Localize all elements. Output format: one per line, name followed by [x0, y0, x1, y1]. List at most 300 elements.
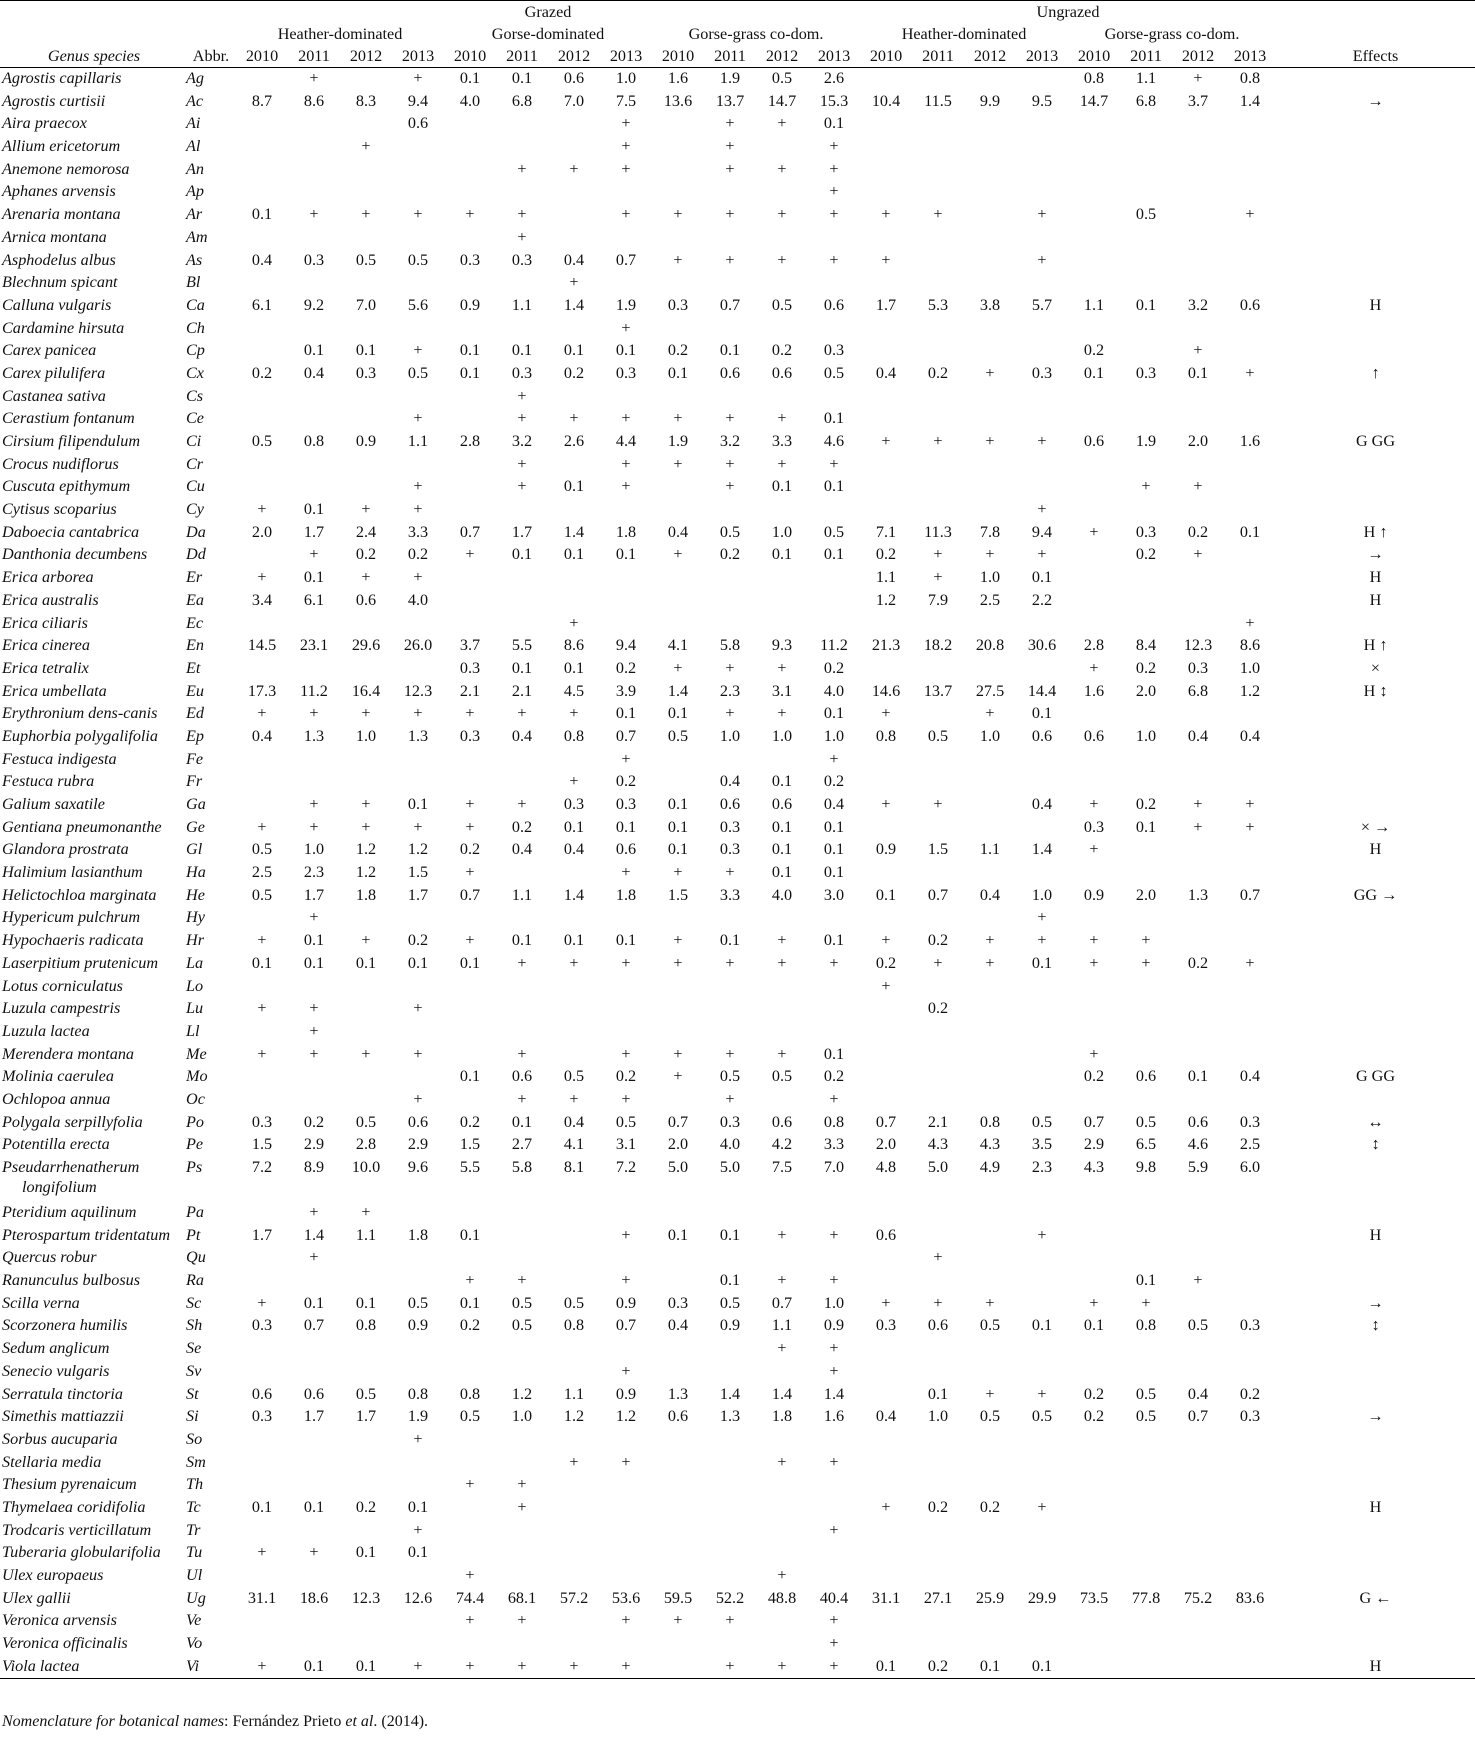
cover-value: 4.6	[1187, 1135, 1209, 1154]
cover-value	[704, 499, 756, 522]
cover-value	[548, 1247, 600, 1270]
cover-value	[444, 998, 496, 1021]
cover-value	[236, 1633, 288, 1656]
cover-value	[860, 227, 912, 250]
cover-value	[1120, 1247, 1172, 1270]
cover-value: +	[413, 1089, 423, 1108]
species-abbr: Ll	[186, 1021, 200, 1040]
year-header: 2013	[1233, 46, 1267, 65]
year-header: 2010	[661, 46, 695, 65]
species-name: Aphanes arvensis	[2, 182, 116, 201]
cover-value	[1016, 1066, 1068, 1089]
cover-value	[860, 998, 912, 1021]
cover-value: 3.0	[823, 885, 845, 904]
cover-value	[1224, 590, 1276, 613]
cover-value: 0.3	[875, 1316, 897, 1335]
cover-value: +	[309, 817, 319, 836]
cover-value	[1120, 839, 1172, 862]
cover-value	[1172, 227, 1224, 250]
cover-value	[548, 499, 600, 522]
cover-value	[1172, 862, 1224, 885]
cover-value	[496, 1202, 548, 1225]
cover-value	[340, 1270, 392, 1293]
cover-value: +	[309, 1543, 319, 1562]
cover-value	[548, 1542, 600, 1565]
species-abbr: Da	[186, 522, 206, 541]
species-name: Simethis mattiazzii	[2, 1407, 124, 1426]
cover-value	[1172, 590, 1224, 613]
cover-value: 0.4	[1187, 726, 1209, 745]
cover-value: 0.6	[771, 1112, 793, 1131]
cover-value	[340, 476, 392, 499]
cover-value	[1224, 386, 1276, 409]
cover-value: 1.1	[875, 568, 897, 587]
cover-value	[1016, 658, 1068, 681]
cover-value	[1068, 1202, 1120, 1225]
cover-value	[964, 1520, 1016, 1543]
cover-value: 2.5	[251, 863, 273, 882]
cover-value: 1.7	[251, 1225, 273, 1244]
cover-value	[912, 1202, 964, 1225]
cover-value: +	[413, 205, 423, 224]
cover-value: 0.4	[251, 726, 273, 745]
cover-value: +	[673, 658, 683, 677]
cover-value	[1172, 250, 1224, 273]
cover-value: 0.5	[1187, 1316, 1209, 1335]
cover-value	[444, 318, 496, 341]
species-name: Blechnum spicant	[2, 273, 118, 292]
cover-value	[704, 1429, 756, 1452]
cover-value: 2.6	[823, 69, 845, 87]
cover-value: +	[725, 137, 735, 156]
cover-value: +	[985, 545, 995, 564]
cover-value: +	[361, 137, 371, 156]
cover-value	[340, 1633, 392, 1656]
cover-value	[1016, 1565, 1068, 1588]
cover-value	[340, 1361, 392, 1384]
cover-value	[1224, 998, 1276, 1021]
cover-value: +	[569, 613, 579, 632]
cover-value	[288, 1452, 340, 1475]
cover-value: 7.0	[823, 1158, 845, 1176]
species-abbr: Ca	[186, 295, 205, 314]
cover-value: 0.1	[823, 477, 845, 496]
cover-value	[912, 703, 964, 726]
cover-value: +	[985, 931, 995, 950]
cover-value	[912, 1089, 964, 1112]
cover-value	[548, 998, 600, 1021]
cover-value	[1016, 817, 1068, 840]
effects-value	[1276, 476, 1475, 499]
table-row	[0, 1384, 1475, 1407]
cover-value: +	[257, 1293, 267, 1312]
cover-value	[1068, 703, 1120, 726]
cover-value: 1.1	[979, 840, 1001, 859]
cover-value	[1120, 1225, 1172, 1248]
cover-value	[912, 1452, 964, 1475]
cover-value: 0.3	[511, 250, 533, 269]
species-abbr: Ge	[186, 817, 205, 836]
cover-value: 40.4	[819, 1588, 849, 1607]
cover-value	[1172, 159, 1224, 182]
cover-value	[392, 1247, 444, 1270]
cover-value	[860, 1610, 912, 1633]
cover-value	[288, 658, 340, 681]
species-abbr: An	[186, 159, 204, 178]
cover-value: 0.1	[563, 477, 585, 496]
cover-value	[652, 1429, 704, 1452]
cover-value	[860, 408, 912, 431]
cover-value: 1.4	[303, 1225, 325, 1244]
cover-value: +	[569, 1656, 579, 1675]
cover-value	[600, 1565, 652, 1588]
cover-value	[1224, 1225, 1276, 1248]
cover-value: +	[725, 1089, 735, 1108]
cover-value: +	[621, 159, 631, 178]
cover-value: 0.3	[1239, 1112, 1261, 1131]
cover-value	[496, 1338, 548, 1361]
cover-value: 0.2	[511, 817, 533, 836]
cover-value	[340, 159, 392, 182]
cover-value	[756, 1202, 808, 1225]
cover-value	[912, 1361, 964, 1384]
cover-value: +	[881, 976, 891, 995]
cover-value	[288, 318, 340, 341]
cover-value: 0.1	[303, 1293, 325, 1312]
cover-value: 29.6	[351, 636, 381, 655]
cover-value: 0.1	[1135, 295, 1157, 314]
effects-value	[1276, 1157, 1475, 1202]
cover-value: 0.5	[563, 1067, 585, 1086]
cover-value	[808, 907, 860, 930]
species-name: Potentilla erecta	[2, 1135, 110, 1154]
cover-value	[1224, 136, 1276, 159]
cover-value	[288, 454, 340, 477]
species-name: Cerastium fontanum	[2, 409, 135, 428]
cover-value	[548, 590, 600, 613]
species-abbr: Lo	[186, 976, 204, 995]
cover-value	[496, 1247, 548, 1270]
cover-value	[860, 272, 912, 295]
cover-value	[340, 1452, 392, 1475]
species-abbr: Fe	[186, 749, 204, 768]
cover-value	[340, 454, 392, 477]
cover-value	[1120, 1202, 1172, 1225]
table-row	[0, 91, 1475, 114]
cover-value	[340, 1089, 392, 1112]
cover-value	[964, 1474, 1016, 1497]
cover-value	[1068, 159, 1120, 182]
cover-value: 0.1	[771, 477, 793, 496]
effects-value: H ↑	[1363, 522, 1388, 541]
cover-value: 0.9	[615, 1384, 637, 1403]
cover-value: +	[725, 409, 735, 428]
cover-value: +	[361, 817, 371, 836]
cover-value	[964, 1202, 1016, 1225]
col-species-header: Genus species	[47, 46, 141, 65]
cover-value	[288, 771, 340, 794]
cover-value: +	[257, 500, 267, 519]
cover-value	[860, 1542, 912, 1565]
cover-value	[964, 1225, 1016, 1248]
effects-value	[1276, 1542, 1475, 1565]
species-name: Carex panicea	[2, 341, 97, 360]
cover-value	[1172, 567, 1224, 590]
cover-value: 0.3	[355, 363, 377, 382]
cover-value: 1.3	[667, 1384, 689, 1403]
table-row	[0, 1315, 1475, 1338]
cover-value: +	[777, 1271, 787, 1290]
cover-value: 4.0	[719, 1135, 741, 1154]
cover-value	[392, 613, 444, 636]
cover-value	[340, 976, 392, 999]
cover-value: 5.6	[407, 295, 429, 314]
effects-value	[1276, 1384, 1475, 1407]
cover-value: 0.1	[771, 545, 793, 564]
cover-value	[236, 1089, 288, 1112]
cover-value	[704, 386, 756, 409]
cover-value: 0.1	[771, 840, 793, 859]
cover-value	[1172, 1202, 1224, 1225]
cover-value	[236, 340, 288, 363]
cover-value	[704, 227, 756, 250]
cover-value	[964, 181, 1016, 204]
species-abbr: Qu	[186, 1248, 206, 1267]
cover-value	[392, 1338, 444, 1361]
cover-value: 14.5	[247, 636, 277, 655]
cover-value	[912, 907, 964, 930]
cover-value: +	[1037, 931, 1047, 950]
cover-value	[1224, 976, 1276, 999]
cover-value	[1120, 386, 1172, 409]
cover-value: +	[569, 772, 579, 791]
species-abbr: Me	[186, 1044, 207, 1063]
cover-value: 1.5	[459, 1135, 481, 1154]
table-row	[0, 1452, 1475, 1475]
species-abbr: Tc	[186, 1497, 201, 1516]
year-header: 2011	[506, 46, 538, 65]
cover-value	[236, 181, 288, 204]
cover-value: 4.0	[407, 590, 429, 609]
cover-value	[1120, 749, 1172, 772]
species-name: Cirsium filipendulum	[2, 432, 141, 450]
cover-value: +	[413, 568, 423, 587]
cover-value: 8.6	[303, 91, 325, 110]
cover-value: 0.2	[823, 658, 845, 677]
cover-value	[548, 1202, 600, 1225]
cover-value: 0.1	[667, 840, 689, 859]
cover-value	[288, 1089, 340, 1112]
cover-value	[392, 159, 444, 182]
cover-value	[912, 113, 964, 136]
cover-value	[444, 136, 496, 159]
cover-value: 0.1	[459, 1293, 481, 1312]
table-row	[0, 1588, 1475, 1611]
cover-value	[964, 794, 1016, 817]
cover-value	[236, 454, 288, 477]
cover-value: 0.4	[1239, 1067, 1261, 1086]
cover-value	[1224, 1520, 1276, 1543]
cover-value: +	[413, 409, 423, 428]
cover-value: 2.5	[1239, 1135, 1261, 1154]
cover-value: 1.0	[615, 69, 637, 87]
cover-value	[652, 1542, 704, 1565]
cover-value: 1.9	[667, 432, 689, 450]
cover-value: 0.1	[511, 69, 533, 87]
cover-value: 1.0	[303, 840, 325, 859]
species-abbr: Am	[186, 227, 208, 246]
cover-value: +	[725, 250, 735, 269]
cover-value: 0.1	[823, 704, 845, 723]
effects-value	[1276, 907, 1475, 930]
year-header: 2012	[557, 46, 591, 65]
cover-value: +	[517, 409, 527, 428]
cover-value: 0.1	[251, 205, 273, 224]
cover-value: 0.1	[459, 341, 481, 360]
cover-value	[600, 1474, 652, 1497]
cover-value: +	[465, 545, 475, 564]
cover-value	[1068, 862, 1120, 885]
cover-value: 1.8	[615, 522, 637, 541]
effects-value	[1276, 113, 1475, 136]
cover-value	[704, 1542, 756, 1565]
cover-value	[1016, 771, 1068, 794]
cover-value: +	[777, 1339, 787, 1358]
cover-value	[964, 817, 1016, 840]
cover-value: 2.0	[875, 1135, 897, 1154]
cover-value	[1224, 1610, 1276, 1633]
cover-value: 0.2	[1083, 1384, 1105, 1403]
effects-value	[1276, 204, 1475, 227]
cover-value	[860, 1202, 912, 1225]
cover-value: +	[621, 1271, 631, 1290]
species-abbr: Tu	[186, 1543, 203, 1562]
cover-value: 1.0	[1135, 726, 1157, 745]
species-name: Veronica arvensis	[2, 1611, 117, 1630]
cover-value	[340, 181, 392, 204]
cover-value: 1.2	[615, 1407, 637, 1426]
cover-value: 0.3	[1135, 363, 1157, 382]
cover-value	[1172, 1089, 1224, 1112]
cover-value	[652, 1565, 704, 1588]
cover-value: 1.1	[355, 1225, 377, 1244]
cover-value: 0.2	[407, 931, 429, 950]
effects-value	[1276, 1633, 1475, 1656]
cover-value	[1224, 113, 1276, 136]
cover-value	[548, 1429, 600, 1452]
cover-value: 0.1	[303, 953, 325, 972]
cover-value: 13.7	[715, 91, 745, 110]
cover-value	[860, 1270, 912, 1293]
cover-value: +	[465, 795, 475, 813]
cover-value: 3.2	[1187, 295, 1209, 314]
cover-value: 0.7	[459, 885, 481, 904]
species-abbr: Ra	[186, 1271, 204, 1290]
cover-value	[964, 204, 1016, 227]
cover-value	[756, 318, 808, 341]
species-name: Sedum anglicum	[2, 1339, 110, 1358]
cover-value	[444, 907, 496, 930]
cover-value: 1.9	[1135, 432, 1157, 450]
cover-value: 0.1	[303, 931, 325, 950]
cover-value	[444, 408, 496, 431]
cover-value: 0.2	[1187, 953, 1209, 972]
cover-value: +	[777, 159, 787, 178]
year-header: 2013	[1025, 46, 1059, 65]
cover-value: 0.8	[355, 1316, 377, 1335]
cover-value	[964, 250, 1016, 273]
cover-value: +	[621, 1089, 631, 1108]
cover-value: +	[1245, 795, 1255, 813]
cover-value	[1224, 1474, 1276, 1497]
cover-value: 9.4	[1031, 522, 1053, 541]
cover-value	[444, 113, 496, 136]
cover-value: +	[569, 409, 579, 428]
table-row	[0, 318, 1475, 341]
cover-value: 0.2	[1135, 658, 1157, 677]
cover-value	[340, 771, 392, 794]
cover-value	[860, 181, 912, 204]
cover-value: +	[1089, 1293, 1099, 1312]
cover-value	[288, 976, 340, 999]
cover-value: 73.5	[1079, 1588, 1109, 1607]
cover-value	[600, 1520, 652, 1543]
cover-value	[496, 976, 548, 999]
species-name: Tuberaria globularifolia	[2, 1543, 161, 1562]
effects-value	[1276, 998, 1475, 1021]
cover-value: 1.4	[563, 522, 585, 541]
cover-value	[288, 1338, 340, 1361]
cover-value: 0.1	[1187, 1067, 1209, 1086]
cover-value	[1016, 408, 1068, 431]
cover-value: 0.1	[667, 1225, 689, 1244]
cover-value: 18.6	[299, 1588, 329, 1607]
cover-value	[912, 749, 964, 772]
species-abbr: Ul	[186, 1566, 203, 1584]
cover-value	[444, 159, 496, 182]
cover-value: +	[465, 1611, 475, 1630]
table-row	[0, 136, 1475, 159]
cover-value	[1068, 1633, 1120, 1656]
cover-value	[340, 1429, 392, 1452]
table-row	[0, 1406, 1475, 1429]
year-header: 2012	[765, 46, 799, 65]
cover-value: 14.4	[1027, 681, 1057, 700]
cover-value: 0.1	[823, 817, 845, 836]
cover-value: 2.9	[407, 1135, 429, 1154]
cover-value: +	[361, 568, 371, 587]
cover-value	[288, 1520, 340, 1543]
cover-value: 0.2	[1083, 1067, 1105, 1086]
cover-value	[496, 499, 548, 522]
cover-value: +	[777, 205, 787, 224]
cover-value: 0.1	[303, 500, 325, 519]
table-row	[0, 1429, 1475, 1452]
cover-value	[444, 1542, 496, 1565]
cover-value	[756, 499, 808, 522]
cover-value	[444, 1089, 496, 1112]
cover-value	[444, 454, 496, 477]
cover-value	[600, 998, 652, 1021]
cover-value	[704, 1474, 756, 1497]
cover-value	[1224, 181, 1276, 204]
cover-value: 0.1	[771, 863, 793, 882]
cover-value	[1068, 1474, 1120, 1497]
cover-value: +	[413, 1429, 423, 1448]
cover-value: 0.7	[615, 250, 637, 269]
cover-value	[1120, 272, 1172, 295]
species-abbr: Vi	[186, 1656, 200, 1675]
